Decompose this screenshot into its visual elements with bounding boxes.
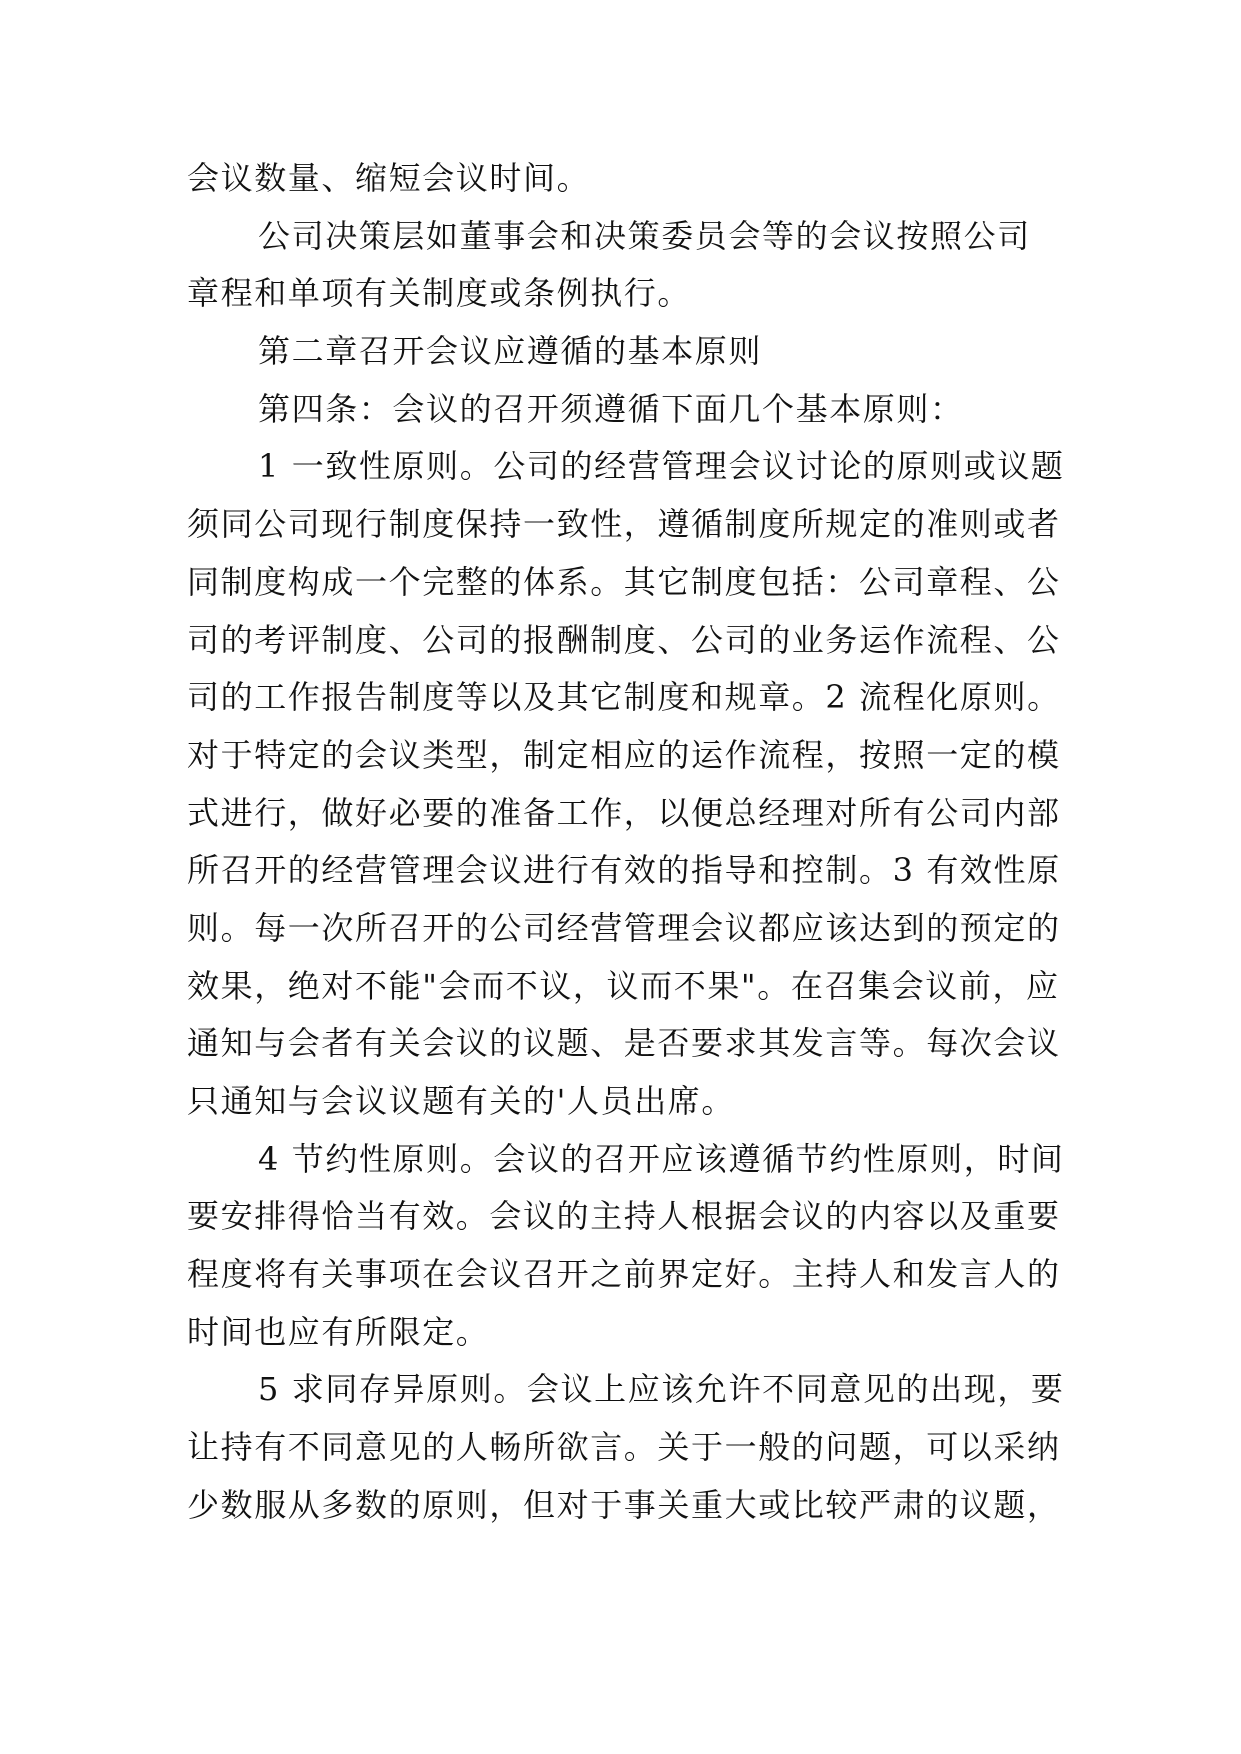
text-line: 让持有不同意见的人畅所欲言。关于一般的问题，可以采纳 [187,1428,1061,1467]
text-line: 司的考评制度、公司的报酬制度、公司的业务运作流程、公 [187,620,1061,659]
text-line: 所召开的经营管理会议进行有效的指导和控制。3 有效性原 [187,851,1061,890]
text-line: 通知与会者有关会议的议题、是否要求其发言等。每次会议 [187,1024,1061,1063]
text-line: 同制度构成一个完整的体系。其它制度包括：公司章程、公 [187,562,1061,601]
text-line: 公司决策层如董事会和决策委员会等的会议按照公司 [258,216,1031,255]
text-line: 效果，绝对不能"会而不议，议而不果"。在召集会议前，应 [187,966,1060,1005]
text-line: 会议数量、缩短会议时间。 [187,159,591,197]
text-line: 4 节约性原则。会议的召开应该遵循节约性原则，时间 [258,1139,1065,1178]
text-line: 时间也应有所限定。 [187,1312,490,1351]
text-line: 对于特定的会议类型，制定相应的运作流程，按照一定的模 [187,735,1061,774]
text-line: 少数服从多数的原则，但对于事关重大或比较严肃的议题， [187,1485,1061,1524]
document-body-text [187,150,1065,1535]
text-line: 则。每一次所召开的公司经营管理会议都应该达到的预定的 [187,908,1061,947]
text-line: 只通知与会议议题有关的'人员出席。 [187,1082,735,1120]
text-line: 式进行，做好必要的准备工作，以便总经理对所有公司内部 [187,793,1061,832]
text-line: 司的工作报告制度等以及其它制度和规章。2 流程化原则。 [187,678,1061,717]
text-line: 要安排得恰当有效。会议的主持人根据会议的内容以及重要 [187,1197,1061,1236]
text-line: 章程和单项有关制度或条例执行。 [187,274,692,313]
text-line: 须同公司现行制度保持一致性，遵循制度所规定的准则或者 [187,505,1061,544]
text-line: 1 一致性原则。公司的经营管理会议讨论的原则或议题 [258,447,1065,486]
text-line: 程度将有关事项在会议召开之前界定好。主持人和发言人的 [187,1255,1061,1294]
article-heading: 第四条：会议的召开须遵循下面几个基本原则： [258,389,964,428]
chapter-heading: 第二章召开会议应遵循的基本原则 [258,332,763,371]
text-line: 5 求同存异原则。会议上应该允许不同意见的出现，要 [258,1370,1065,1409]
